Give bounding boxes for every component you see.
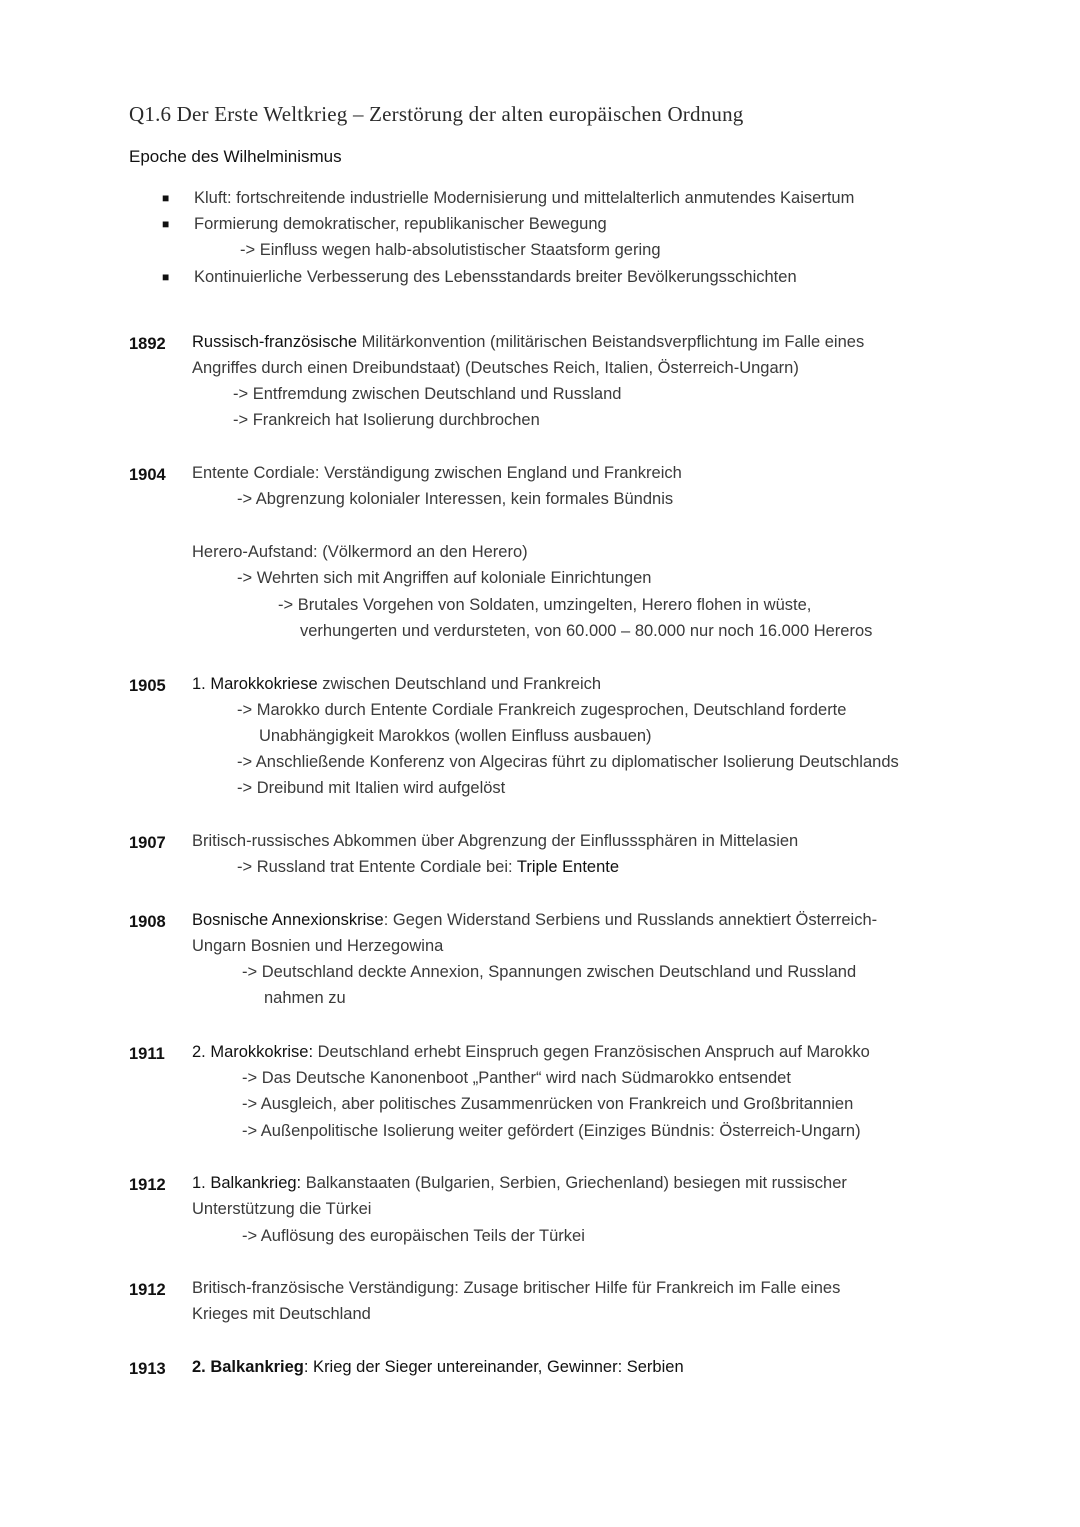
page-title: Q1.6 Der Erste Weltkrieg – Zerstörung der alten europäischen Ordnung — [129, 102, 744, 126]
event-highlight: Bosnische Annexionskrise — [192, 911, 384, 929]
event-consequence: Unabhängigkeit Marokkos (wollen Einfluss ausbauen) — [259, 727, 652, 745]
event-consequence: -> Deutschland deckte Annexion, Spannungen zwischen Deutschland und Russland — [242, 963, 857, 981]
event-line — [192, 1172, 847, 1194]
event-text: Militärkonvention (militärischen Beistandsverpflichtung im Falle eines — [357, 333, 865, 351]
bullet-marker: ■ — [162, 270, 170, 284]
event-consequence — [237, 856, 619, 878]
event-highlight: Russisch-französische — [192, 333, 358, 351]
event-line: Ungarn Bosnien und Herzegowina — [192, 937, 444, 955]
event-line: Herero-Aufstand: (Völkermord an den Herero) — [192, 543, 528, 561]
event-consequence: -> Dreibund mit Italien wird aufgelöst — [237, 779, 506, 797]
event-year: 1904 — [129, 466, 166, 484]
event-text: : Gegen Widerstand Serbiens und Russlands annektiert Österreich- — [383, 911, 878, 929]
event-line: Krieges mit Deutschland — [192, 1305, 371, 1323]
event-line: Unterstützung die Türkei — [192, 1200, 372, 1218]
event-year: 1911 — [129, 1045, 165, 1063]
event-line — [192, 1041, 870, 1063]
event-year: 1912 — [129, 1281, 166, 1299]
event-consequence: -> Außenpolitische Isolierung weiter gefördert (Einziges Bündnis: Österreich-Ungarn) — [242, 1122, 861, 1140]
event-highlight: 2. Balkankrieg — [192, 1358, 304, 1376]
event-line — [192, 909, 877, 931]
event-line: Britisch-französische Verständigung: Zusage britischer Hilfe für Frankreich im Falle eines — [192, 1279, 841, 1297]
bullet-marker: ■ — [162, 217, 170, 231]
event-highlight: 1. Marokkokriese — [192, 675, 318, 693]
event-line: Britisch-russisches Abkommen über Abgrenzung der Einflusssphären in Mittelasien — [192, 832, 799, 850]
event-consequence: verhungerten und verdursteten, von 60.000 – 80.000 nur noch 16.000 Hereros — [300, 622, 873, 640]
event-line — [192, 673, 601, 695]
event-consequence: -> Wehrten sich mit Angriffen auf koloniale Einrichtungen — [237, 569, 652, 587]
event-consequence: -> Auflösung des europäischen Teils der Türkei — [242, 1227, 585, 1245]
bullet-item: Kontinuierliche Verbesserung des Lebensstandards breiter Bevölkerungsschichten — [194, 268, 797, 286]
event-text: -> Russland trat Entente Cordiale bei: — [237, 858, 517, 876]
event-year: 1912 — [129, 1176, 166, 1194]
event-consequence: -> Frankreich hat Isolierung durchbrochen — [233, 411, 540, 429]
event-consequence: -> Brutales Vorgehen von Soldaten, umzingelten, Herero flohen in wüste, — [278, 596, 812, 614]
event-text: Balkanstaaten (Bulgarien, Serbien, Griechenland) besiegen mit russischer — [301, 1174, 847, 1192]
event-highlight: 2. Marokkokrise: — [192, 1043, 314, 1061]
event-consequence: -> Entfremdung zwischen Deutschland und Russland — [233, 385, 622, 403]
event-consequence: nahmen zu — [264, 989, 346, 1007]
event-year: 1892 — [129, 335, 166, 353]
event-year: 1907 — [129, 834, 166, 852]
event-line — [192, 331, 864, 353]
bullet-subitem: -> Einfluss wegen halb-absolutistischer Staatsform gering — [240, 241, 661, 259]
event-line — [192, 1356, 684, 1378]
event-highlight: Triple Entente — [516, 858, 620, 876]
bullet-item: Formierung demokratischer, republikanischer Bewegung — [194, 215, 607, 233]
bullet-item: Kluft: fortschreitende industrielle Modernisierung und mittelalterlich anmutendes Kaisertum — [194, 189, 855, 207]
event-consequence: -> Ausgleich, aber politisches Zusammenrücken von Frankreich und Großbritannien — [242, 1095, 854, 1113]
event-text: zwischen Deutschland und Frankreich — [317, 675, 602, 693]
event-year: 1913 — [129, 1360, 166, 1378]
event-year: 1908 — [129, 913, 166, 931]
event-line: Entente Cordiale: Verständigung zwischen England und Frankreich — [192, 464, 682, 482]
event-consequence: -> Das Deutsche Kanonenboot „Panther“ wird nach Südmarokko entsendet — [242, 1069, 791, 1087]
section-heading: Epoche des Wilhelminismus — [129, 147, 342, 166]
event-consequence: -> Anschließende Konferenz von Algeciras führt zu diplomatischer Isolierung Deutschlands — [237, 753, 899, 771]
event-year: 1905 — [129, 677, 166, 695]
event-consequence: -> Marokko durch Entente Cordiale Frankreich zugesprochen, Deutschland forderte — [237, 701, 847, 719]
event-consequence: -> Abgrenzung kolonialer Interessen, kein formales Bündnis — [237, 490, 674, 508]
bullet-marker: ■ — [162, 191, 170, 205]
event-line: Angriffes durch einen Dreibundstaat) (Deutsches Reich, Italien, Österreich-Ungarn) — [192, 359, 799, 377]
event-text: : Krieg der Sieger untereinander, Gewinner: Serbien — [303, 1358, 684, 1376]
event-text: Deutschland erhebt Einspruch gegen Französischen Anspruch auf Marokko — [313, 1043, 870, 1061]
event-highlight: 1. Balkankrieg: — [192, 1174, 302, 1192]
